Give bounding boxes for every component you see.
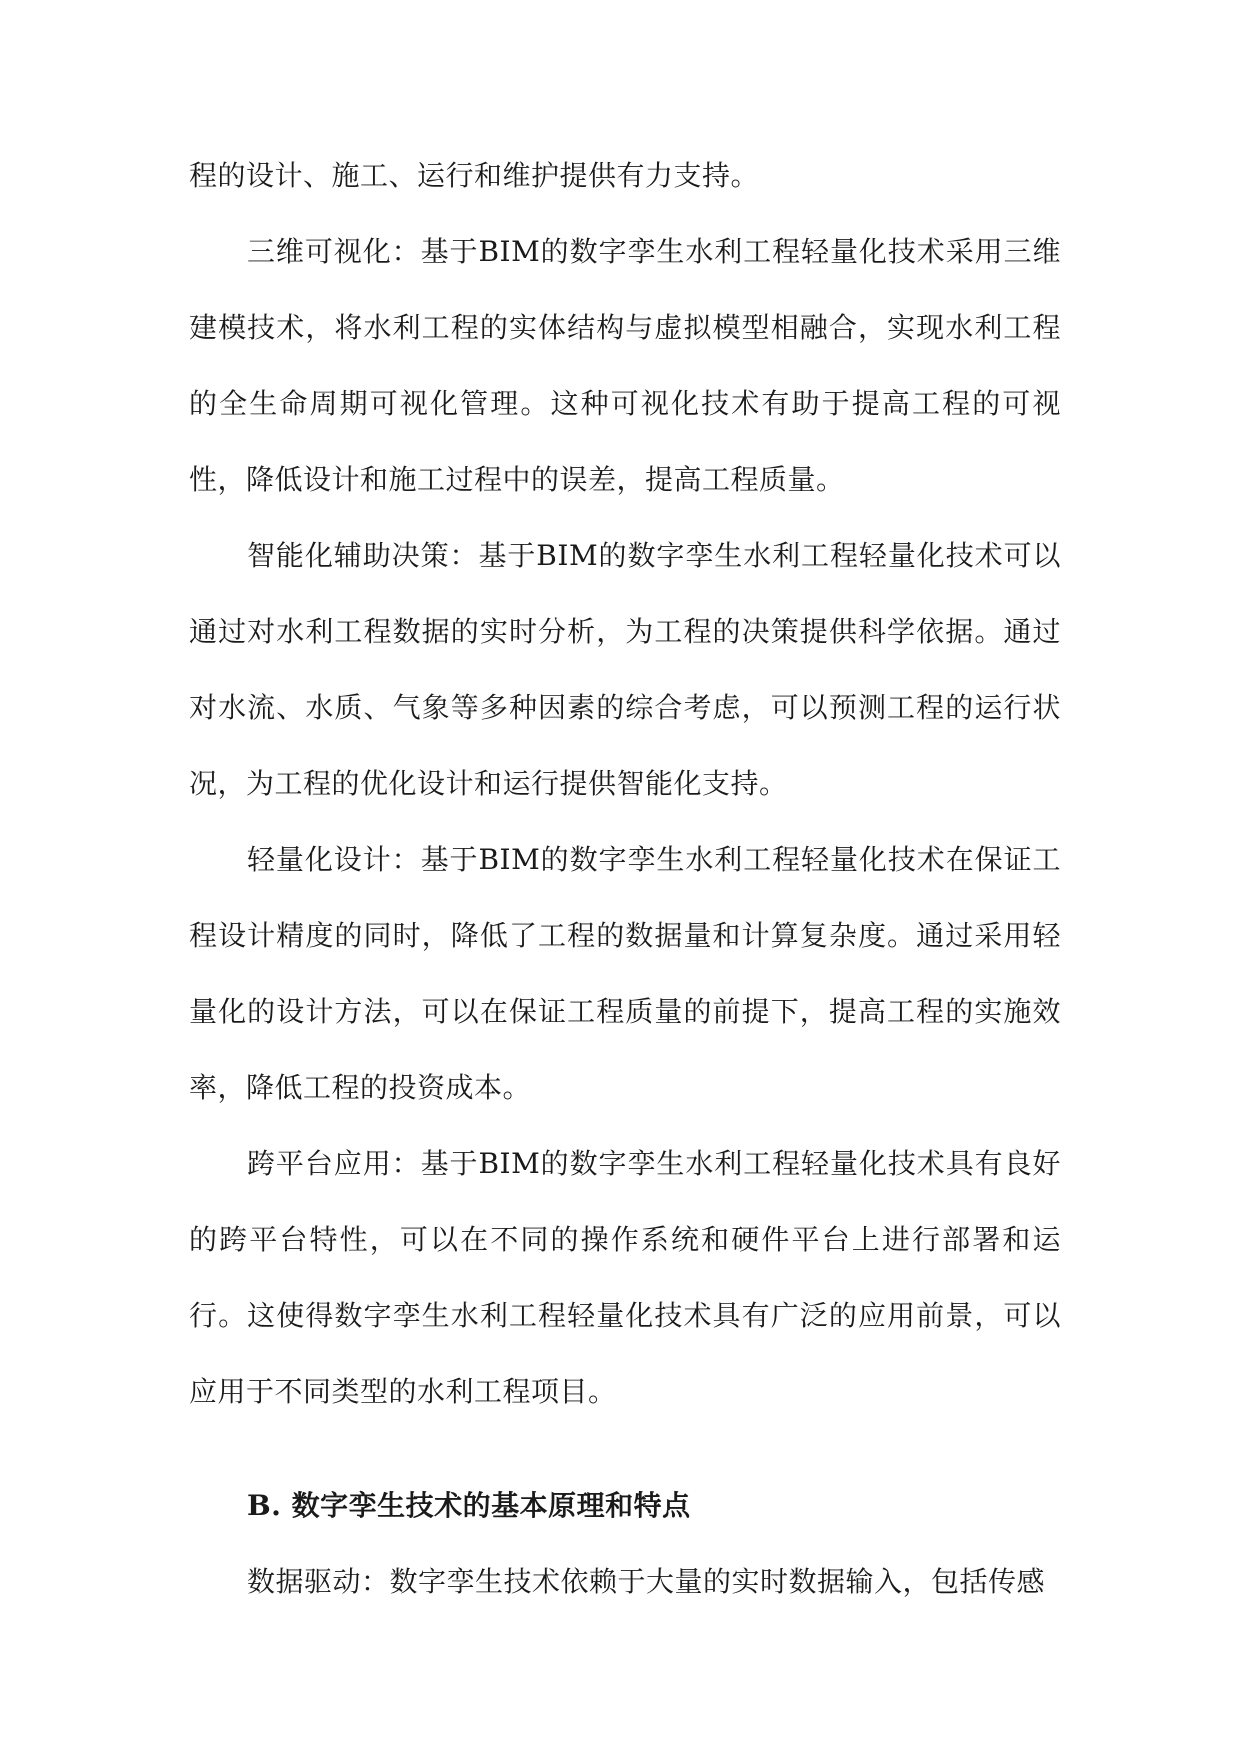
paragraph-intelligent-decision: 智能化辅助决策：基于BIM的数字孪生水利工程轻量化技术可以通过对水利工程数据的实时分析，为工程的决策提供科学依据。通过对水流、水质、气象等多种因素的综合考虑，可以预测工程的运行状况，为工程的优化设计和运行提供智能化支持。 xyxy=(189,539,1061,800)
document-body xyxy=(189,138,1061,1620)
paragraph-3d-visualization: 三维可视化：基于BIM的数字孪生水利工程轻量化技术采用三维建模技术，将水利工程的实体结构与虚拟模型相融合，实现水利工程的全生命周期可视化管理。这种可视化技术有助于提高工程的可视性，降低设计和施工过程中的误差，提高工程质量。 xyxy=(189,235,1061,496)
paragraph-lightweight-design: 轻量化设计：基于BIM的数字孪生水利工程轻量化技术在保证工程设计精度的同时，降低了工程的数据量和计算复杂度。通过采用轻量化的设计方法，可以在保证工程质量的前提下，提高工程的实施效率，降低工程的投资成本。 xyxy=(189,843,1061,1104)
paragraph-data-driven: 数据驱动：数字孪生技术依赖于大量的实时数据输入，包括传感 xyxy=(247,1565,1046,1598)
paragraph-cross-platform: 跨平台应用：基于BIM的数字孪生水利工程轻量化技术具有良好的跨平台特性，可以在不同的操作系统和硬件平台上进行部署和运行。这使得数字孪生水利工程轻量化技术具有广泛的应用前景，可以应用于不同类型的水利工程项目。 xyxy=(189,1147,1061,1408)
paragraph-continuation: 程的设计、施工、运行和维护提供有力支持。 xyxy=(189,159,760,192)
section-heading: B. 数字孪生技术的基本原理和特点 xyxy=(247,1489,691,1522)
